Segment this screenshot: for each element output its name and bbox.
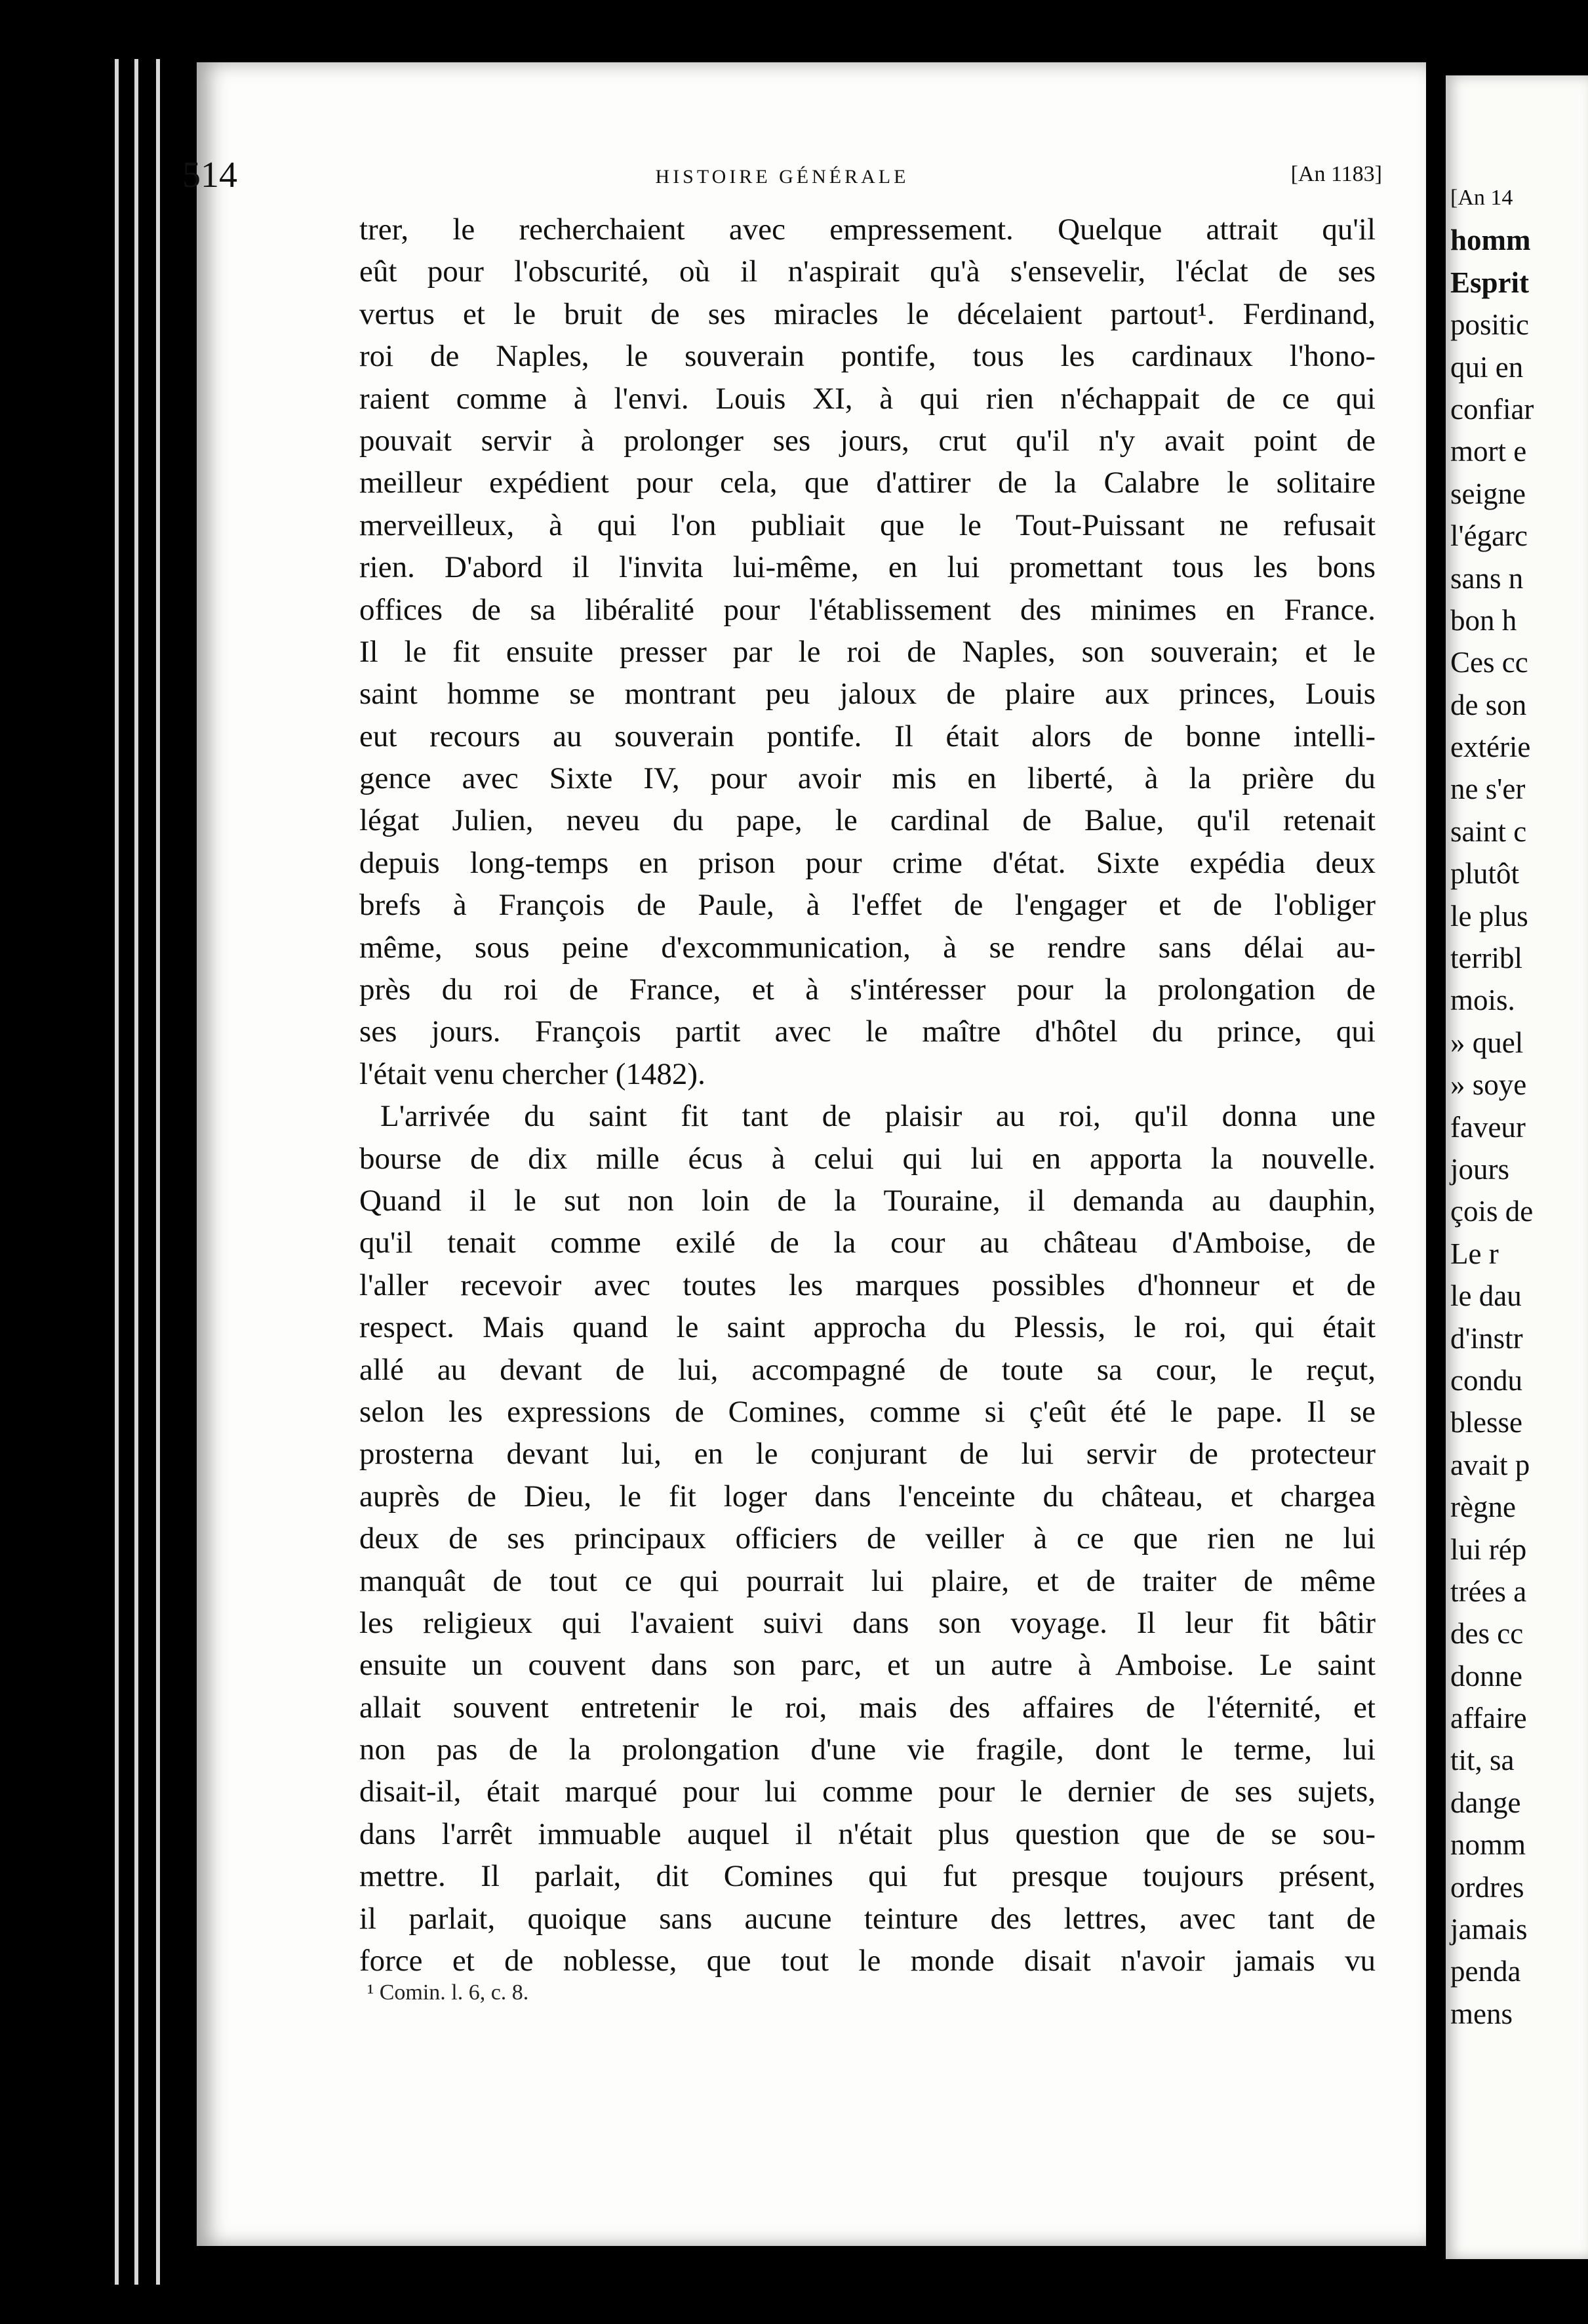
right-line: Esprit (1450, 266, 1530, 299)
year-marker: [An 1183] (1290, 162, 1382, 186)
right-line: règne (1450, 1491, 1516, 1524)
right-line: Le r (1450, 1237, 1499, 1270)
body-line: vertus et le bruit de ses miracles le décelaient partout¹. Ferdinand, (359, 296, 1376, 331)
right-line: nomm (1450, 1828, 1526, 1862)
page-number: 514 (182, 155, 237, 195)
body-line: légat Julien, neveu du pape, le cardinal de Balue, qu'il retenait (359, 803, 1376, 838)
body-line: prosterna devant lui, en le conjurant de lui servir de protecteur (359, 1437, 1376, 1472)
right-line: tit, sa (1450, 1744, 1515, 1777)
body-line: deux de ses principaux officiers de veiller à ce que rien ne lui (359, 1521, 1376, 1556)
body-line: force et de noblesse, que tout le monde disait n'avoir jamais vu (359, 1944, 1376, 1978)
body-line: les religieux qui l'avaient suivi dans son voyage. Il leur fit bâtir (359, 1605, 1376, 1640)
right-line: qui en (1450, 350, 1524, 384)
body-line: offices de sa libéralité pour l'établissement des minimes en France. (359, 592, 1376, 627)
body-line: L'arrivée du saint fit tant de plaisir au roi, qu'il donna une (380, 1099, 1376, 1134)
body-line: raient comme à l'envi. Louis XI, à qui rien n'échappait de ce qui (359, 381, 1376, 416)
right-line: penda (1450, 1955, 1521, 1988)
body-line: l'aller recevoir avec toutes les marques possibles d'honneur et de (359, 1268, 1376, 1302)
right-line: l'égarc (1450, 519, 1528, 553)
body-line: eut recours au souverain pontife. Il était alors de bonne intelli- (359, 719, 1376, 753)
scan-margin-left (0, 0, 197, 2324)
body-line: depuis long-temps en prison pour crime d'état. Sixte expédia deux (359, 845, 1376, 880)
body-line: manquât de tout ce qui pourrait lui plaire, et de traiter de même (359, 1563, 1376, 1598)
right-line: faveur (1450, 1110, 1526, 1144)
body-line: Quand il le sut non loin de la Touraine, il demanda au dauphin, (359, 1183, 1376, 1218)
right-line: homm (1450, 224, 1531, 257)
body-line: même, sous peine d'excommunication, à se rendre sans délai au- (359, 930, 1376, 965)
right-line: mort e (1450, 435, 1527, 468)
body-line: eût pour l'obscurité, où il n'aspirait qu'à s'ensevelir, l'éclat de ses (359, 254, 1376, 289)
body-text (359, 209, 1376, 1982)
body-line: gence avec Sixte IV, pour avoir mis en liberté, à la prière du (359, 761, 1376, 796)
right-line: lui rép (1450, 1533, 1527, 1566)
right-line: affaire (1450, 1702, 1527, 1735)
right-line: avait p (1450, 1448, 1530, 1481)
right-line: condu (1450, 1363, 1522, 1397)
body-line: dans l'arrêt immuable auquel il n'était plus question que de se sou- (359, 1816, 1376, 1851)
right-line: çois de (1450, 1195, 1534, 1228)
right-header-fragment: [An 14 (1450, 186, 1513, 210)
right-line: mois. (1450, 984, 1515, 1017)
body-line: bourse de dix mille écus à celui qui lui en apporta la nouvelle. (359, 1141, 1376, 1176)
page-header (182, 154, 1382, 200)
right-line: extérie (1450, 731, 1531, 764)
body-line: auprès de Dieu, le fit loger dans l'enceinte du château, et chargea (359, 1479, 1376, 1513)
body-line: non pas de la prolongation d'une vie fragile, dont le terme, lui (359, 1733, 1376, 1767)
right-line: trées a (1450, 1574, 1527, 1608)
right-line: jours (1450, 1152, 1509, 1186)
body-line: il parlait, quoique sans aucune teinture des lettres, avec tant de (359, 1901, 1376, 1936)
right-line: confiar (1450, 392, 1534, 426)
right-line: ordres (1450, 1870, 1524, 1904)
right-line: blesse (1450, 1406, 1522, 1439)
right-line: de son (1450, 688, 1527, 721)
right-line: jamais (1450, 1913, 1528, 1946)
right-line: sans n (1450, 561, 1524, 595)
right-line: le plus (1450, 899, 1528, 932)
right-line: terribl (1450, 942, 1522, 975)
body-line: respect. Mais quand le saint approcha du Plessis, le roi, qui était (359, 1310, 1376, 1345)
right-line: Ces cc (1450, 646, 1528, 679)
body-line: ensuite un couvent dans son parc, et un autre à Amboise. Le saint (359, 1648, 1376, 1683)
body-line: roi de Naples, le souverain pontife, tous les cardinaux l'hono- (359, 339, 1376, 374)
body-line: allait souvent entretenir le roi, mais des affaires de l'éternité, et (359, 1690, 1376, 1725)
body-line: saint homme se montrant peu jaloux de plaire aux princes, Louis (359, 677, 1376, 711)
footnote: ¹ Comin. l. 6, c. 8. (367, 1980, 529, 2005)
right-line: plutôt (1450, 857, 1520, 891)
right-line: dange (1450, 1786, 1521, 1819)
body-line: qu'il tenait comme exilé de la cour au château d'Amboise, de (359, 1226, 1376, 1260)
body-line: l'était venu chercher (1482). (359, 1056, 705, 1091)
body-line: mettre. Il parlait, dit Comines qui fut presque toujours présent, (359, 1859, 1376, 1894)
body-line: selon les expressions de Comines, comme si ç'eût été le pape. Il se (359, 1394, 1376, 1429)
right-line: d'instr (1450, 1321, 1523, 1355)
binding-edge-3 (156, 59, 160, 2285)
body-line: allé au devant de lui, accompagné de toute sa cour, le reçut, (359, 1352, 1376, 1387)
body-line: merveilleux, à qui l'on publiait que le Tout-Puissant ne refusait (359, 508, 1376, 542)
body-line: rien. D'abord il l'invita lui-même, en lui promettant tous les bons (359, 550, 1376, 585)
body-line: pouvait servir à prolonger ses jours, crut qu'il n'y avait point de (359, 423, 1376, 458)
body-line: près du roi de France, et à s'intéresser pour la prolongation de (359, 972, 1376, 1007)
body-line: Il le fit ensuite presser par le roi de Naples, son souverain; et le (359, 634, 1376, 669)
body-line: brefs à François de Paule, à l'effet de l'engager et de l'obliger (359, 888, 1376, 923)
right-line: le dau (1450, 1279, 1522, 1313)
right-line: saint c (1450, 814, 1527, 848)
binding-edge-1 (115, 59, 119, 2285)
body-line: ses jours. François partit avec le maître d'hôtel du prince, qui (359, 1014, 1376, 1049)
right-line: ne s'er (1450, 772, 1526, 806)
body-line: disait-il, était marqué pour lui comme pour le dernier de ses sujets, (359, 1774, 1376, 1809)
right-line: des cc (1450, 1617, 1524, 1651)
running-title: HISTOIRE GÉNÉRALE (655, 166, 909, 188)
right-line: mens (1450, 1997, 1513, 2030)
right-page-text (1450, 177, 1534, 2035)
right-line: seigne (1450, 477, 1526, 510)
right-line: » quel (1450, 1026, 1524, 1059)
right-line: » soye (1450, 1068, 1527, 1102)
right-line: bon h (1450, 603, 1517, 637)
body-line: meilleur expédient pour cela, que d'attirer de la Calabre le solitaire (359, 466, 1376, 500)
right-line: positic (1450, 308, 1529, 342)
body-line: trer, le recherchaient avec empressement. Quelque attrait qu'il (359, 212, 1376, 247)
right-line: donne (1450, 1659, 1522, 1693)
binding-edge-2 (134, 59, 138, 2285)
